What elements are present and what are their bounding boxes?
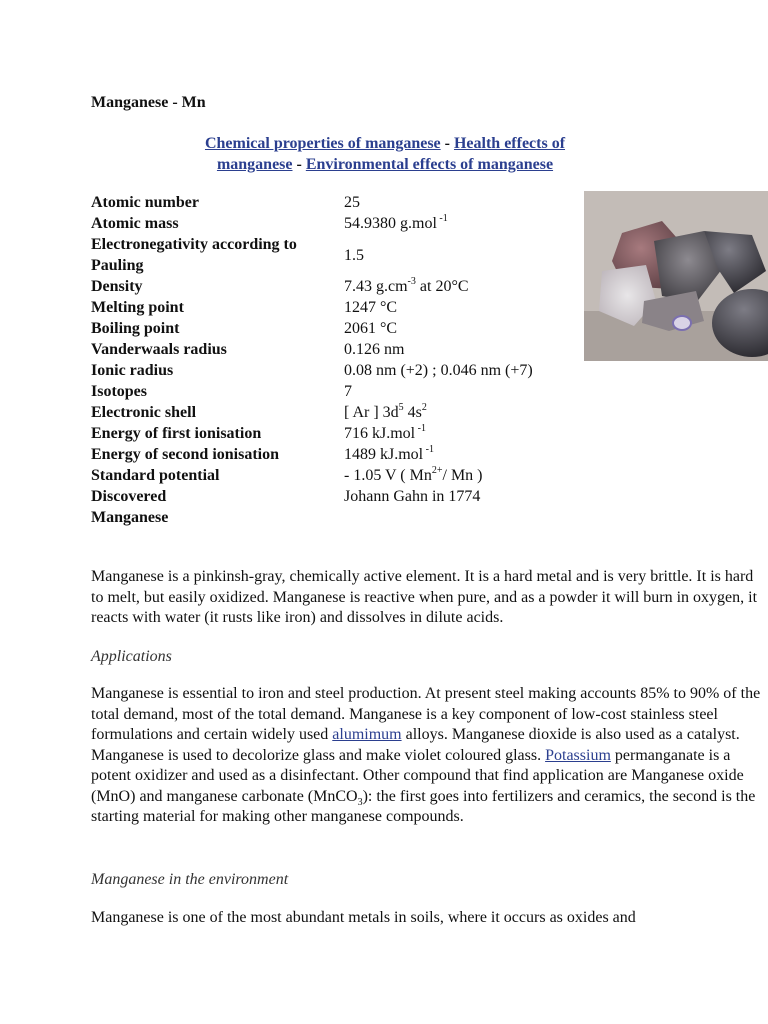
property-value-text: at 20°C bbox=[415, 278, 469, 295]
manganese-sample-photo bbox=[584, 191, 768, 361]
superscript: -3 bbox=[407, 275, 416, 287]
applications-heading: Applications bbox=[91, 648, 172, 665]
property-label: Energy of second ionisation bbox=[91, 446, 280, 463]
property-value-text: 4s bbox=[403, 404, 422, 421]
property-value-text: 7 bbox=[344, 383, 352, 400]
mineral-samples-image bbox=[584, 191, 768, 361]
property-row bbox=[91, 507, 539, 528]
property-row bbox=[91, 213, 539, 234]
property-row bbox=[91, 276, 539, 297]
link-environmental-effects[interactable]: Environmental effects of manganese bbox=[305, 156, 554, 173]
intro-paragraph: Manganese is a pinkinsh-gray, chemically active element. It is a hard metal and is very brittle. It is hard to melt, but easily oxidized. Manganese is reactive when pure, and as a powder it will burn in oxygen, it reacts with water (it rusts like iron) and dissolves in dilute acids. bbox=[91, 568, 758, 626]
topic-links bbox=[150, 133, 620, 175]
superscript: -1 bbox=[423, 443, 434, 455]
applications-text: alloys. Manganese dioxide is also used as a catalyst. Manganese is used to decolorize glass and make violet coloured glass. bbox=[91, 726, 740, 764]
properties-table bbox=[91, 192, 539, 528]
property-row bbox=[91, 486, 539, 507]
property-value-text: - 1.05 V ( Mn bbox=[344, 467, 432, 484]
property-row bbox=[91, 297, 539, 318]
property-label: Ionic radius bbox=[91, 362, 174, 379]
property-label: Density bbox=[91, 278, 143, 295]
environment-paragraph: Manganese is one of the most abundant metals in soils, where it occurs as oxides and bbox=[91, 909, 636, 926]
property-row bbox=[91, 465, 539, 486]
property-value-text: 1247 °C bbox=[344, 299, 398, 316]
property-label: Electronic shell bbox=[91, 404, 197, 421]
property-value-text: 716 kJ.mol bbox=[344, 425, 416, 442]
property-row bbox=[91, 192, 539, 213]
property-row bbox=[91, 234, 539, 276]
property-value bbox=[344, 213, 539, 234]
property-label: Manganese bbox=[91, 509, 169, 526]
property-value-text: 7.43 g.cm bbox=[344, 278, 408, 295]
property-label: Atomic mass bbox=[91, 215, 179, 232]
superscript: 5 bbox=[398, 401, 404, 413]
link-separator: - bbox=[440, 135, 454, 152]
property-label: Vanderwaals radius bbox=[91, 341, 227, 358]
property-value-text: [ Ar ] 3d bbox=[344, 404, 399, 421]
superscript: 2 bbox=[421, 401, 427, 413]
property-value bbox=[344, 444, 539, 465]
property-value bbox=[344, 339, 539, 360]
subscript: 3 bbox=[357, 796, 363, 808]
property-value bbox=[344, 192, 539, 213]
property-value-text: / Mn ) bbox=[442, 467, 483, 484]
superscript: -1 bbox=[436, 212, 448, 224]
property-row bbox=[91, 339, 539, 360]
applications-text: Manganese is essential to iron and steel production. At present steel making accounts 85% to 90% of the total demand, most of the total demand. Manganese is a key component of low-cost stainless steel formulations and certain widely used bbox=[91, 685, 761, 743]
environment-heading: Manganese in the environment bbox=[91, 871, 289, 888]
property-value bbox=[344, 402, 539, 423]
property-value bbox=[344, 234, 539, 276]
property-value bbox=[344, 297, 539, 318]
property-value-text: 0.08 nm (+2) ; 0.046 nm (+7) bbox=[344, 362, 533, 379]
property-value-text: 1489 kJ.mol bbox=[344, 446, 424, 463]
property-value-text: 0.126 nm bbox=[344, 341, 405, 358]
link-health-effects-text-2: manganese bbox=[216, 156, 293, 173]
property-value-text: 25 bbox=[344, 194, 360, 211]
property-label: Boiling point bbox=[91, 320, 180, 337]
property-value-text: 2061 °C bbox=[344, 320, 398, 337]
applications-text: ): the first goes into fertilizers and ceramics, the second is the starting material for making other manganese compounds. bbox=[91, 787, 756, 825]
property-label: Atomic number bbox=[91, 194, 199, 211]
property-label: Discovered bbox=[91, 488, 167, 505]
page-title: Manganese - Mn bbox=[91, 94, 206, 111]
property-value bbox=[344, 318, 539, 339]
property-row bbox=[91, 444, 539, 465]
property-label: Electronegativity according to Pauling bbox=[91, 236, 297, 274]
property-value bbox=[344, 423, 539, 444]
property-value bbox=[344, 381, 539, 402]
applications-paragraph bbox=[91, 684, 761, 828]
link-potassium[interactable]: Potassium bbox=[545, 746, 611, 764]
superscript: -1 bbox=[415, 422, 426, 434]
property-value-text: Johann Gahn in 1774 bbox=[344, 488, 481, 505]
property-value bbox=[344, 276, 539, 297]
property-row bbox=[91, 423, 539, 444]
property-row bbox=[91, 360, 539, 381]
property-value bbox=[344, 507, 539, 528]
property-row bbox=[91, 318, 539, 339]
property-value-text: 54.9380 g.mol bbox=[344, 215, 437, 232]
property-label: Standard potential bbox=[91, 467, 220, 484]
property-row bbox=[91, 381, 539, 402]
property-label: Melting point bbox=[91, 299, 184, 316]
property-row bbox=[91, 402, 539, 423]
link-aluminum[interactable]: alumimum bbox=[332, 726, 402, 743]
property-label: Energy of first ionisation bbox=[91, 425, 262, 442]
link-chemical-properties[interactable]: Chemical properties of manganese bbox=[204, 135, 441, 152]
property-value bbox=[344, 465, 539, 486]
applications-text: permanganate is a potent oxidizer and used as a disinfectant. Other compound that find application are Manganese oxide (MnO) and manganese carbonate (MnCO bbox=[91, 746, 744, 805]
link-health-effects-text: Health effects of bbox=[453, 135, 566, 152]
property-value bbox=[344, 486, 539, 507]
property-value-text: 1.5 bbox=[344, 246, 364, 264]
superscript: 2+ bbox=[431, 464, 443, 476]
property-label: Isotopes bbox=[91, 383, 148, 400]
link-separator: - bbox=[292, 156, 306, 173]
property-value bbox=[344, 360, 539, 381]
